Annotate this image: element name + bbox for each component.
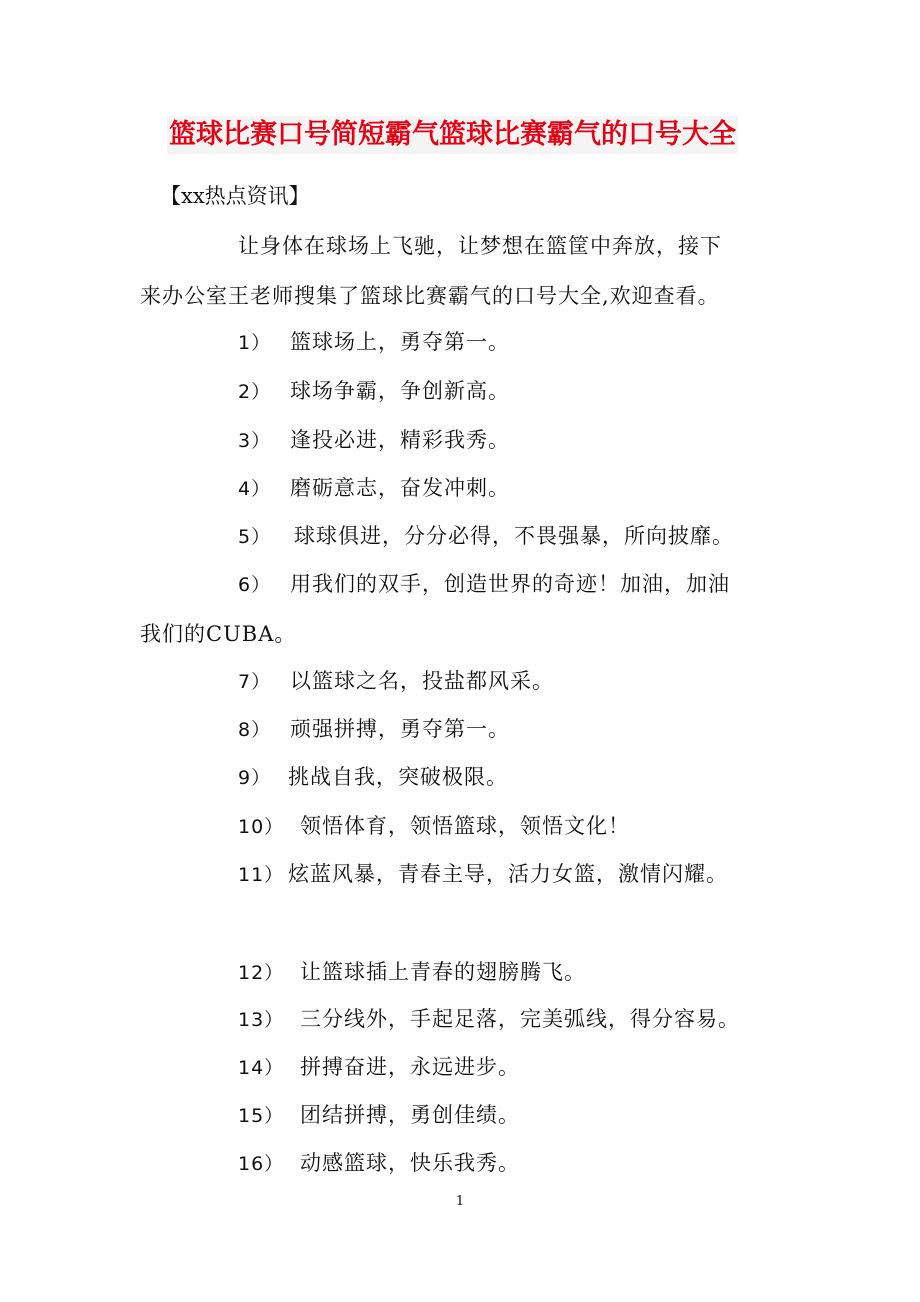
page-number: 1 [455, 1194, 465, 1209]
list-item [238, 375, 510, 408]
list-item-number: 16） [238, 1153, 285, 1175]
list-item-text: 领悟体育，领悟篮球，领悟文化！ [300, 814, 630, 838]
list-item [238, 1003, 740, 1036]
list-item [238, 1147, 520, 1180]
list-item [238, 713, 510, 746]
list-item-text: 篮球场上，勇夺第一。 [290, 330, 510, 354]
list-item-number: 1） [238, 332, 272, 354]
list-item-text: 团结拼搏，勇创佳绩。 [300, 1103, 520, 1127]
list-item-number: 12） [238, 962, 285, 984]
list-item-number: 4） [238, 478, 272, 500]
list-item-number: 5） [238, 526, 272, 548]
list-item-text: 拼搏奋进，永远进步。 [300, 1055, 520, 1079]
list-item [238, 472, 510, 505]
list-item-number: 11） [238, 864, 285, 886]
intro-paragraph-line-1: 让身体在球场上飞驰，让梦想在篮筐中奔放，接下 [238, 234, 722, 258]
list-item-text: 顽强拼搏，勇夺第一。 [290, 717, 510, 741]
list-item-text: 以篮球之名，投盐都风采。 [290, 669, 554, 693]
list-item-number: 9） [238, 767, 272, 789]
list-item [238, 858, 728, 891]
list-item-number: 10） [238, 816, 285, 838]
list-item [238, 761, 508, 794]
list-item [238, 424, 510, 457]
list-item [238, 956, 586, 989]
list-item [238, 326, 510, 359]
list-item [238, 1099, 520, 1132]
list-item-number: 7） [238, 671, 272, 693]
list-item-text: 让篮球插上青春的翅膀腾飞。 [300, 960, 586, 984]
list-item-number: 14） [238, 1057, 285, 1079]
list-item-text: 挑战自我，突破极限。 [288, 765, 508, 789]
list-item-number: 6） [238, 574, 272, 596]
list-item-text: 逢投必进，精彩我秀。 [290, 428, 510, 452]
list-item-text: 磨砺意志，奋发冲刺。 [290, 476, 510, 500]
list-item-number: 2） [238, 381, 272, 403]
list-item-text: 球球俱进，分分必得，不畏强暴，所向披靡。 [294, 524, 734, 548]
intro-paragraph-line-2: 来办公室王老师搜集了篮球比赛霸气的口号大全,欢迎查看。 [140, 284, 720, 308]
list-item-text: 动感篮球，快乐我秀。 [300, 1151, 520, 1175]
list-item-continuation: 我们的CUBA。 [140, 622, 297, 646]
list-item [238, 1051, 520, 1084]
list-item-text: 三分线外，手起足落，完美弧线，得分容易。 [300, 1007, 740, 1031]
list-item-number: 8） [238, 719, 272, 741]
document-title: 篮球比赛口号简短霸气篮球比赛霸气的口号大全 [167, 116, 738, 154]
list-item [238, 665, 554, 698]
list-item-text: 用我们的双手，创造世界的奇迹！加油，加油 [290, 572, 730, 596]
list-item-text: 炫蓝风暴，青春主导，活力女篮，激情闪耀。 [288, 862, 728, 886]
list-item-number: 3） [238, 430, 272, 452]
list-item-number: 15） [238, 1105, 285, 1127]
list-item [238, 810, 630, 843]
list-item [238, 520, 734, 553]
list-item-text: 球场争霸，争创新高。 [290, 379, 510, 403]
list-item-number: 13） [238, 1009, 285, 1031]
list-item [238, 568, 730, 601]
source-tag: 【xx热点资讯】 [160, 184, 310, 208]
